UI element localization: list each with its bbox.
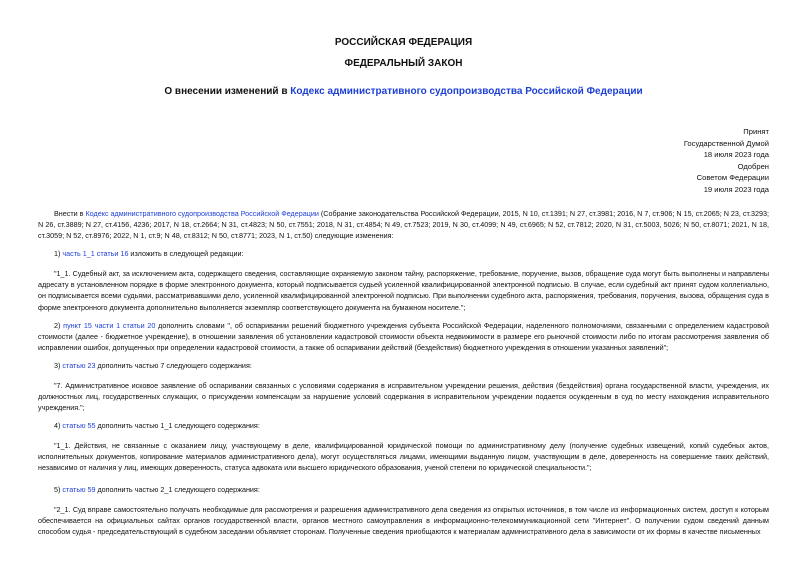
adoption-line-6: 19 июля 2023 года	[703, 184, 769, 194]
law-title-link[interactable]: Кодекс административного судопроизводства Российской Федерации	[290, 86, 643, 97]
item-2-prefix: 2)	[54, 321, 64, 330]
item-3-rest: дополнить частью 7 следующего содержания:	[95, 361, 252, 370]
item-3-prefix: 3)	[54, 361, 63, 370]
item-5-prefix: 5)	[54, 485, 63, 494]
item-4-prefix: 4)	[54, 421, 63, 430]
item-5-paragraph	[38, 484, 769, 495]
law-title	[0, 86, 807, 97]
adoption-line-5: Советом Федерации	[696, 173, 769, 182]
law-type-heading: ФЕДЕРАЛЬНЫЙ ЗАКОН	[344, 58, 463, 69]
item-4-link[interactable]: статью 55	[62, 421, 96, 430]
item-4-text: "1_1. Действия, не связанные с оказанием лицу, участвующему в деле, квалифицированной юридической помощи по административному делу (получение судебных извещений, копий судебных актов, исполнительных документов, копирование материалов административного дела), могут осуществляться лицами, имеющими выданную лицом, участвующим в деле, доверенность на совершение таких действий, независимо от наличия у лиц, имеющих доверенность, статуса адвоката или высшего юридического образования, ученой степени по юридической специальности.";	[38, 441, 769, 473]
law-title-prefix: О внесении изменений в	[164, 86, 291, 97]
intro-paragraph	[38, 208, 769, 242]
item-2-paragraph	[38, 320, 769, 354]
item-3-paragraph	[38, 360, 769, 371]
adoption-line-4: Одобрен	[737, 161, 769, 171]
country-heading: РОССИЙСКАЯ ФЕДЕРАЦИЯ	[334, 37, 473, 48]
adoption-line-3: 18 июля 2023 года	[703, 150, 769, 159]
item-3-link[interactable]: статью 23	[62, 361, 96, 370]
item-5-text: "2_1. Суд вправе самостоятельно получать необходимые для рассмотрения и разрешения административного дела сведения из открытых источников, в том числе из информационных систем, доступ к которым обеспечивается на официальных сайтах органов государственной власти, органов местного самоуправления в информационно-телекоммуникационной сети "Интернет". О получении судом сведений данным способом судья - председательствующий в судебном заседании объявляет сторонам. Полученные сведения приобщаются к материалам административного дела в зависимости от их формы в качестве письменных	[38, 505, 769, 537]
item-4-rest: дополнить частью 1_1 следующего содержания:	[95, 421, 260, 430]
item-2-link[interactable]: пункт 15 части 1 статьи 20	[63, 321, 156, 330]
adoption-block	[684, 126, 769, 195]
intro-code-link[interactable]: Кодекс административного судопроизводства Российской Федерации	[85, 209, 319, 218]
item-3-text: "7. Административное исковое заявление об оспаривании связанных с условиями содержания в исправительном учреждении решения, действия (бездействия) органа государственной власти, учреждения, их должностных лиц, государственных служащих, о присуждении компенсации за нарушение условий содержания в исправительном учреждении подается осужденным в суд по месту нахождения исправительного учреждения.";	[38, 381, 769, 413]
adoption-line-1: Принят	[743, 127, 769, 136]
adoption-line-2: Государственной Думой	[683, 138, 769, 148]
item-1-prefix: 1)	[54, 249, 63, 258]
item-2-rest: дополнить словами ", об оспаривании решений бюджетного учреждения субъекта Российской Федерации, наделенного полномочиями, связанными с определением кадастровой стоимости (далее - бюджетное учреждение), в отношении заявления об установлении кадастровой стоимости объекта недвижимости в размере его рыночной стоимости либо по итогам рассмотрения заявления об исправлении ошибок, допущенных при определении кадастровой стоимости, а также об оспаривании действий (бездействия) бюджетного учреждения в отношении указанных заявлений";	[38, 321, 769, 353]
item-5-link[interactable]: статью 59	[62, 485, 96, 494]
intro-prefix: Внести в	[54, 209, 86, 218]
item-1-paragraph	[38, 248, 769, 259]
item-1-text: "1_1. Судебный акт, за исключением акта, содержащего сведения, составляющие охраняемую законом тайну, распоряжение, требование, поручение, вызов, обращение суда могут быть выполнены и направлены адресату в установленном порядке в форме электронного документа, который подписывается судьей усиленной квалифицированной электронной подписью. В случае, если судебный акт принят судом коллегиально, он подписывается всеми судьями, рассматривавшими дело, усиленной квалифицированной электронной подписью. При выполнении судебного акта, распоряжения, требования, поручения, вызова, обращения суда в форме электронного документа дополнительно выполняется экземпляр соответствующего документа на бумажном носителе.";	[38, 269, 769, 312]
item-4-paragraph	[38, 420, 769, 431]
item-1-link[interactable]: часть 1_1 статьи 16	[62, 249, 129, 258]
intro-rest: (Собрание законодательства Российской Федерации, 2015, N 10, ст.1391; N 27, ст.3981; 2016, N 7, ст.906; N 15, ст.2065; N 23, ст.3293; N 26, ст.3889; N 27, ст.4156, 4236; 2017, N 18, ст.2664; N 31, ст.4823; N 50, ст.7551; 2018, N 31, ст.4854; N 49, ст.7523; 2019, N 30, ст.4099; N 49, ст.6965; N 52, ст.7812; 2020, N 31, ст.5003, 5026; N 50, ст.8071; 2021, N 18, ст.3059; N 52, ст.8976; 2022, N 1, ст.9; N 48, ст.8312; N 50, ст.8771; 2023, N 1, ст.50) следующие изменения:	[38, 209, 769, 241]
item-1-rest: изложить в следующей редакции:	[128, 249, 244, 258]
item-5-rest: дополнить частью 2_1 следующего содержания:	[95, 485, 260, 494]
